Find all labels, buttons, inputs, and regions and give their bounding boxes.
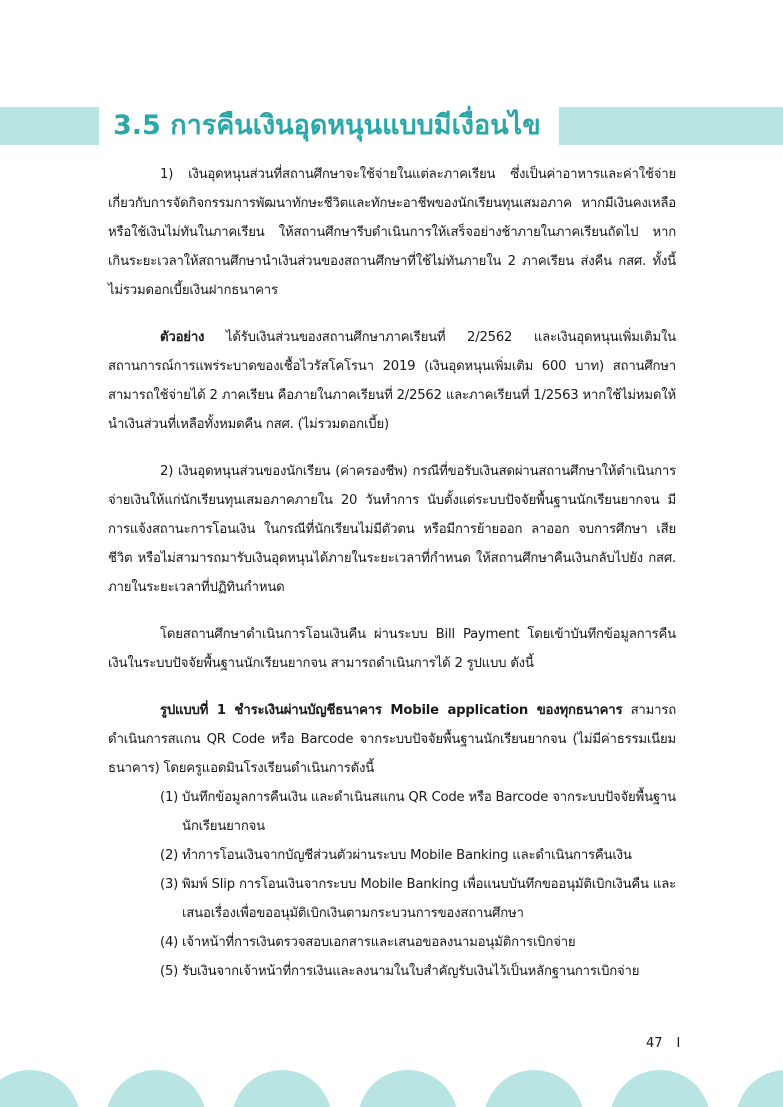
- steps-list: [160, 783, 676, 986]
- decor-circle: [0, 1070, 80, 1107]
- section-heading: 3.5 การคืนเงินอุดหนุนแบบมีเงื่อนไข: [99, 99, 559, 149]
- step-text: พิมพ์ Slip การโอนเงินจากระบบ Mobile Banking เพื่อแนบบันทึกขออนุมัติเบิกเงินคืน และเสนอเรื่องเพื่อขออนุมัติเบิกเงินตามกระบวนการของสถานศึกษา: [182, 877, 676, 921]
- example-text: ได้รับเงินส่วนของสถานศึกษาภาคเรียนที่ 2/2562 และเงินอุดหนุนเพิ่มเติมในสถานการณ์การแพร่ระบาดของเชื้อไวรัสโคโรนา 2019 (เงินอุดหนุนเพิ่มเติม 600 บาท) สถานศึกษาสามารถใช้จ่ายได้ 2 ภาคเรียน คือภายในภาคเรียนที่ 2/2562 และภาคเรียนที่ 1/2563 หากใช้ไม่หมดให้นำเงินส่วนที่เหลือทั้งหมดคืน กสศ. (ไม่รวมดอกเบี้ย): [108, 330, 676, 432]
- footer-decoration: [0, 1070, 783, 1107]
- step-number: (1): [160, 790, 179, 805]
- paragraph-format-1: [108, 696, 676, 783]
- step-text: ทำการโอนเงินจากบัญชีส่วนตัวผ่านระบบ Mobile Banking และดำเนินการคืนเงิน: [182, 848, 632, 863]
- list-item: [160, 928, 676, 957]
- decor-circle: [232, 1070, 332, 1107]
- decor-circle: [358, 1070, 458, 1107]
- page-number: [646, 1036, 680, 1051]
- document-body: [108, 160, 676, 986]
- step-number: (4): [160, 935, 179, 950]
- step-number: (5): [160, 964, 179, 979]
- format-1-label: รูปแบบที่ 1 ชำระเงินผ่านบัญชีธนาคาร Mobile application ของทุกธนาคาร: [160, 703, 623, 718]
- decor-circle: [484, 1070, 584, 1107]
- step-number: (3): [160, 877, 179, 892]
- example-label: ตัวอย่าง: [160, 330, 205, 345]
- page-number-value: 47: [646, 1036, 663, 1051]
- step-text: รับเงินจากเจ้าหน้าที่การเงินและลงนามในใบสำคัญรับเงินไว้เป็นหลักฐานการเบิกจ่าย: [182, 964, 640, 979]
- list-item: [160, 841, 676, 870]
- format-1-text: สามารถดำเนินการสแกน QR Code หรือ Barcode จากระบบปัจจัยพื้นฐานนักเรียนยากจน (ไม่มีค่าธรรมเนียมธนาคาร) โดยครูแอดมินโรงเรียนดำเนินการดังนี้: [108, 703, 676, 776]
- decor-circle: [736, 1070, 783, 1107]
- paragraph-1: 1) เงินอุดหนุนส่วนที่สถานศึกษาจะใช้จ่ายในแต่ละภาคเรียน ซึ่งเป็นค่าอาหารและค่าใช้จ่ายเกี่ยวกับการจัดกิจกรรมการพัฒนาทักษะชีวิตและทักษะอาชีพของนักเรียนทุนเสมอภาค หากมีเงินคงเหลือ หรือใช้เงินไม่ทันในภาคเรียน ให้สถานศึกษารีบดำเนินการให้เสร็จอย่างช้าภายในภาคเรียนถัดไป หากเกินระยะเวลาให้สถานศึกษานำเงินส่วนของสถานศึกษาที่ใช้ไม่ทันภายใน 2 ภาคเรียน ส่งคืน กสศ. ทั้งนี้ ไม่รวมดอกเบี้ยเงินฝากธนาคาร: [108, 167, 676, 298]
- step-text: บันทึกข้อมูลการคืนเงิน และดำเนินสแกน QR Code หรือ Barcode จากระบบปัจจัยพื้นฐานนักเรียนยากจน: [182, 790, 676, 834]
- list-item: [160, 870, 676, 928]
- paragraph-bill-payment: โดยสถานศึกษาดำเนินการโอนเงินคืน ผ่านระบบ Bill Payment โดยเข้าบันทึกข้อมูลการคืนเงินในระบบปัจจัยพื้นฐานนักเรียนยากจน สามารถดำเนินการได้ 2 รูปแบบ ดังนี้: [108, 627, 676, 671]
- paragraph-example: [108, 323, 676, 439]
- paragraph-2: 2) เงินอุดหนุนส่วนของนักเรียน (ค่าครองชีพ) กรณีที่ขอรับเงินสดผ่านสถานศึกษาให้ดำเนินการจ่ายเงินให้แก่นักเรียนทุนเสมอภาคภายใน 20 วันทำการ นับตั้งแต่ระบบปัจจัยพื้นฐานนักเรียนยากจน มีการแจ้งสถานะการโอนเงิน ในกรณีที่นักเรียนไม่มีตัวตน หรือมีการย้ายออก ลาออก จบการศึกษา เสียชีวิต หรือไม่สามารถมารับเงินอุดหนุนได้ภายในระยะเวลาที่กำหนด ให้สถานศึกษาคืนเงินกลับไปยัง กสศ. ภายในระยะเวลาที่ปฏิทินกำหนด: [108, 464, 676, 595]
- decor-circle: [106, 1070, 206, 1107]
- decor-circle: [610, 1070, 710, 1107]
- list-item: [160, 783, 676, 841]
- step-number: (2): [160, 848, 179, 863]
- page-separator: I: [676, 1036, 681, 1051]
- step-text: เจ้าหน้าที่การเงินตรวจสอบเอกสารและเสนอขอลงนามอนุมัติการเบิกจ่าย: [182, 935, 576, 950]
- list-item: [160, 957, 676, 986]
